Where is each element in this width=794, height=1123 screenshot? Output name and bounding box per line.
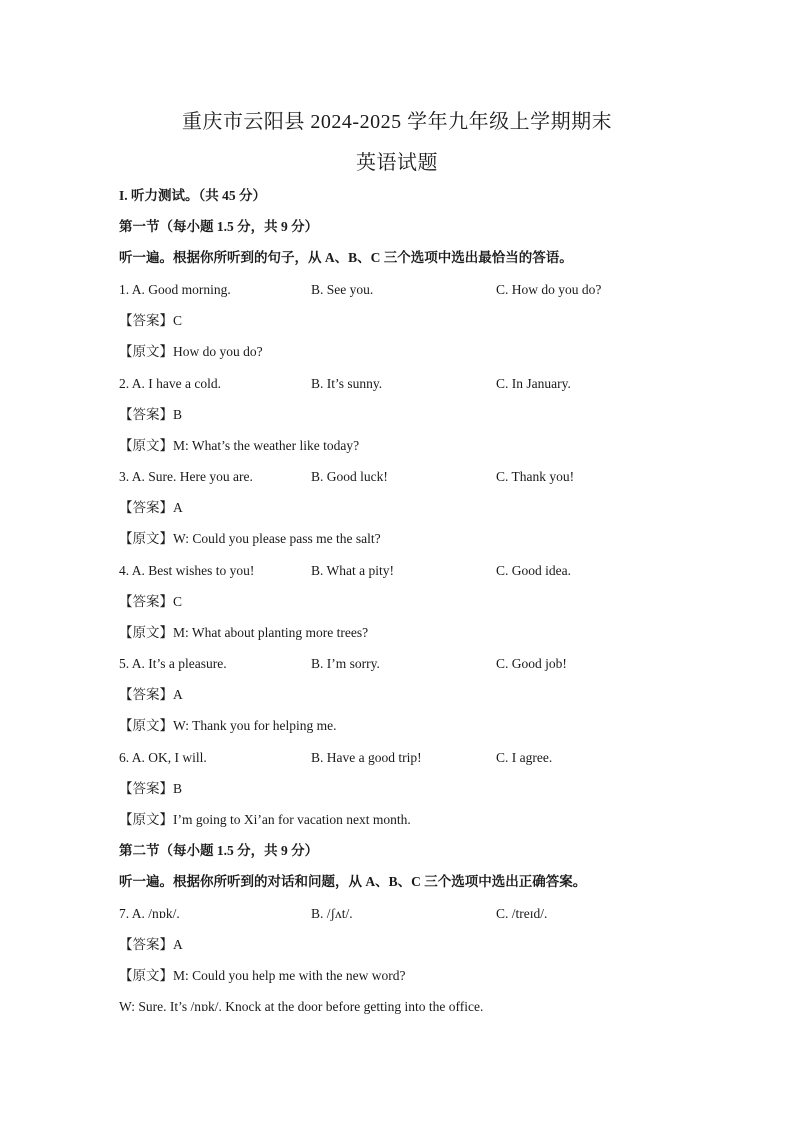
question-3-option-c: C. Thank you! [496,469,575,484]
question-7-script: 【原文】M: Could you help me with the new word? [119,968,406,983]
part-2-instruction: 听一遍。根据你所听到的对话和问题，从 A、B、C 三个选项中选出正确答案。 [119,874,587,889]
question-7-option-a: 7. A. /nɒk/. [119,906,180,921]
question-5-option-a: 5. A. It’s a pleasure. [119,656,227,671]
part-2-heading: 第二节（每小题 1.5 分，共 9 分） [119,843,319,858]
question-7-script-continued: W: Sure. It’s /nɒk/. Knock at the door before getting into the office. [119,999,484,1014]
question-3-option-a: 3. A. Sure. Here you are. [119,469,253,484]
question-7-option-b: B. /ʃʌt/. [311,906,353,921]
question-6-answer: 【答案】B [119,781,183,796]
question-5-option-c: C. Good job! [496,656,567,671]
question-2-answer: 【答案】B [119,407,183,422]
question-1-answer: 【答案】C [119,313,183,328]
question-7-answer: 【答案】A [119,937,183,952]
question-4-option-a: 4. A. Best wishes to you! [119,563,255,578]
question-6-option-b: B. Have a good trip! [311,750,422,765]
question-2-script: 【原文】M: What’s the weather like today? [119,438,360,453]
question-4-answer: 【答案】C [119,594,183,609]
question-1-script: 【原文】How do you do? [119,344,263,359]
question-2-option-a: 2. A. I have a cold. [119,376,221,391]
question-6-script: 【原文】I’m going to Xi’an for vacation next month. [119,812,411,827]
document-title: 重庆市云阳县 2024-2025 学年九年级上学期期末 [181,111,613,133]
question-1-option-c: C. How do you do? [496,282,602,297]
question-7-option-c: C. /treɪd/. [496,906,548,921]
question-5-option-b: B. I’m sorry. [311,656,380,671]
question-4-option-b: B. What a pity! [311,563,394,578]
question-6-option-c: C. I agree. [496,750,553,765]
question-1-option-a: 1. A. Good morning. [119,282,231,297]
document-subtitle: 英语试题 [356,152,438,174]
question-6-option-a: 6. A. OK, I will. [119,750,207,765]
part-1-instruction: 听一遍。根据你所听到的句子，从 A、B、C 三个选项中选出最恰当的答语。 [119,250,573,265]
section-heading: I. 听力测试。（共 45 分） [119,188,267,203]
question-5-answer: 【答案】A [119,687,183,702]
question-3-script: 【原文】W: Could you please pass me the salt? [119,531,381,546]
question-5-script: 【原文】W: Thank you for helping me. [119,718,337,733]
question-4-script: 【原文】M: What about planting more trees? [119,625,369,640]
question-2-option-c: C. In January. [496,376,571,391]
question-3-option-b: B. Good luck! [311,469,388,484]
question-3-answer: 【答案】A [119,500,183,515]
question-1-option-b: B. See you. [311,282,374,297]
part-1-heading: 第一节（每小题 1.5 分，共 9 分） [119,219,319,234]
question-2-option-b: B. It’s sunny. [311,376,383,391]
question-4-option-c: C. Good idea. [496,563,571,578]
